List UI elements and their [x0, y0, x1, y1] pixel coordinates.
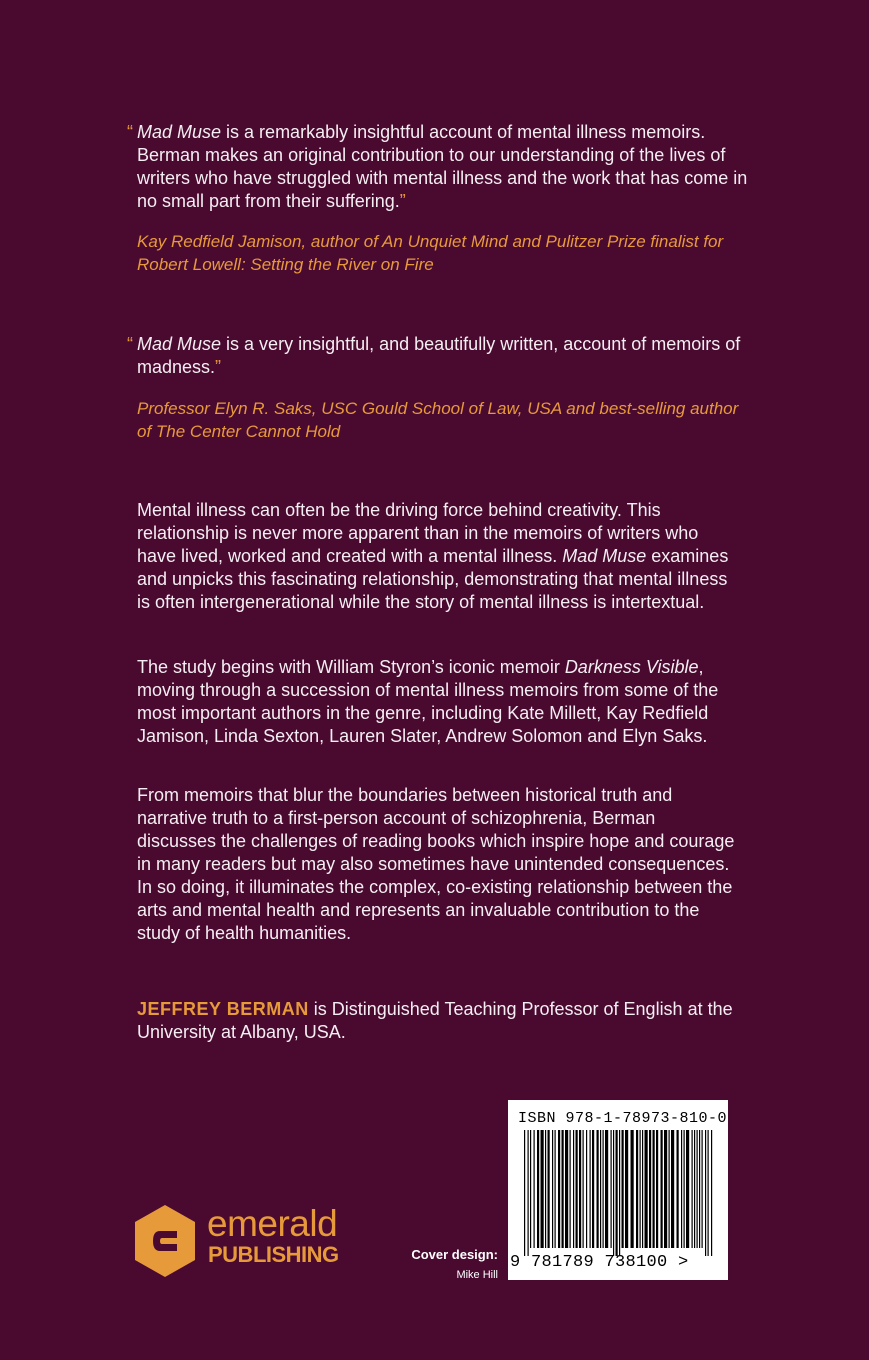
barcode-bar [642, 1130, 643, 1248]
barcode-bar [708, 1130, 709, 1256]
quote-book-title: Mad Muse [137, 122, 222, 142]
quote-attribution-1: Kay Redfield Jamison, author of An Unquiet Mind and Pulitzer Prize finalist for Robert Lowell: Setting the River on Fire [137, 232, 724, 274]
open-quote-mark: “ [127, 122, 133, 142]
emerald-logo-icon [133, 1203, 197, 1279]
barcode-bar [605, 1130, 608, 1248]
barcode-bar [545, 1130, 546, 1248]
close-quote-mark: ” [399, 191, 406, 211]
cover-design-label: Cover design: [411, 1247, 498, 1262]
barcode-bar [590, 1130, 591, 1248]
blurb-text: examines and unpicks this fascinating relationship, demonstrating that mental illness is often intergenerational while the story of mental illness is intertextual. [137, 546, 729, 612]
barcode-bar [528, 1130, 529, 1256]
barcode-bar [697, 1130, 698, 1248]
close-quote-mark: ” [215, 357, 222, 377]
quote-attribution-2: Professor Elyn R. Saks, USC Gould School of Law, USA and best-selling author of The Center Cannot Hold [137, 399, 739, 441]
barcode-bar [576, 1130, 578, 1248]
barcode-bar [534, 1130, 535, 1248]
barcode-bar [645, 1130, 648, 1248]
publisher-subtitle: PUBLISHING [208, 1242, 339, 1267]
barcode-bar [597, 1130, 599, 1248]
barcode-bar [711, 1130, 712, 1256]
author-name: JEFFREY BERMAN [137, 999, 309, 1019]
barcode-bar [541, 1130, 544, 1248]
barcode-bar [705, 1130, 706, 1256]
barcode-bar [619, 1130, 620, 1256]
barcode-bar [686, 1130, 689, 1248]
cover-designer-name: Mike Hill [456, 1269, 498, 1281]
barcode-bar [664, 1130, 667, 1248]
publisher-logo [133, 1203, 353, 1283]
barcode-bar [570, 1130, 571, 1248]
barcode-bar [558, 1130, 560, 1248]
barcode-bar [625, 1130, 628, 1248]
barcode-bar [555, 1130, 556, 1248]
barcode-bar [603, 1130, 604, 1248]
barcode-bar [661, 1130, 663, 1248]
blurb-book-title: Darkness Visible [564, 657, 699, 677]
barcode-bar [684, 1130, 685, 1248]
barcode-bar [530, 1130, 531, 1248]
author-bio-text: is Distinguished Teaching Professor of English at the University at Albany, USA. [137, 999, 733, 1042]
quote-text: is a very insightful, and beautifully written, account of memoirs of madness. [137, 334, 741, 377]
barcode-bar [677, 1130, 679, 1248]
blurb-book-title: Mad Muse [562, 546, 647, 566]
barcode-digits: 9 781789 738100 > [510, 1253, 689, 1272]
barcode-bar [583, 1130, 584, 1248]
barcode-bar [537, 1130, 539, 1248]
barcode-bar [631, 1130, 634, 1248]
barcode-bar [669, 1130, 670, 1248]
barcode-bar [694, 1130, 695, 1248]
barcode-bar [656, 1130, 658, 1248]
open-quote-mark: “ [127, 334, 133, 354]
barcode-bar [649, 1130, 651, 1248]
barcode-bar [579, 1130, 581, 1248]
barcode-bar [548, 1130, 550, 1248]
barcode-bar [573, 1130, 574, 1248]
isbn-barcode [508, 1100, 728, 1280]
author-bio [137, 998, 737, 1044]
barcode-bar [524, 1130, 525, 1256]
blurb-text: The study begins with William Styron’s iconic memoir [137, 657, 565, 677]
barcode-icon [518, 1130, 718, 1256]
barcode-bar [552, 1130, 553, 1248]
barcode-bar [702, 1130, 703, 1248]
blurb-text: Mental illness can often be the driving force behind creativity. This relationship is never more apparent than in the memoirs of writers who have lived, worked and created with a mental illness. [137, 500, 699, 566]
barcode-bar [622, 1130, 624, 1248]
barcode-bar [586, 1130, 587, 1248]
barcode-bar [592, 1130, 594, 1248]
review-quote-1 [127, 121, 757, 213]
barcode-bar [600, 1130, 601, 1248]
publisher-wordmark: emerald [207, 1203, 338, 1244]
cover-credit [390, 1246, 498, 1286]
barcode-bar [653, 1130, 655, 1248]
barcode-bar [613, 1130, 614, 1256]
barcode-bar [611, 1130, 612, 1248]
barcode-bar [565, 1130, 568, 1248]
barcode-bar [692, 1130, 693, 1248]
quote-book-title: Mad Muse [137, 334, 222, 354]
blurb-text: , moving through a succession of mental illness memoirs from some of the most important authors in the genre, including Kate Millett, Kay Redfield Jamison, Linda Sexton, Lauren Slater, Andrew Solomon and Elyn Saks. [137, 657, 719, 746]
blurb-paragraph-1 [137, 499, 737, 614]
barcode-bar [699, 1130, 700, 1248]
barcode-bar [671, 1130, 674, 1248]
barcode-bar [616, 1130, 618, 1256]
blurb-paragraph-3: From memoirs that blur the boundaries between historical truth and narrative truth to a first-person account of schizophrenia, Berman discusses the challenges of reading books which inspire hope and courage in many readers but may also sometimes have unintended consequences. In so doing, it illuminates the complex, co-existing relationship between the arts and mental health and represents an invaluable contribution to the study of health humanities. [137, 785, 735, 943]
barcode-bar [562, 1130, 564, 1248]
quote-text: is a remarkably insightful account of mental illness memoirs. Berman makes an original contribution to our understanding of the lives of writers who have struggled with mental illness and the work that has come in no small part from their suffering. [137, 122, 748, 211]
isbn-label: ISBN 978-1-78973-810-0 [518, 1110, 728, 1127]
blurb-paragraph-2 [137, 656, 737, 748]
barcode-bar [640, 1130, 641, 1248]
barcode-bar [636, 1130, 638, 1248]
barcode-bar [681, 1130, 682, 1248]
review-quote-2 [127, 333, 757, 379]
